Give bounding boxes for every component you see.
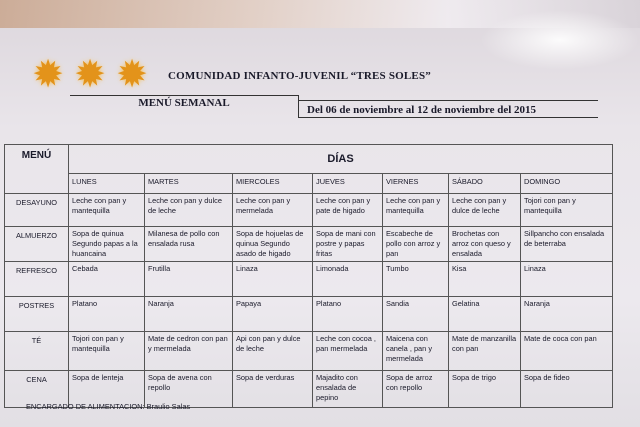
footer-credit: [26, 402, 190, 411]
menu-cell: Mate de coca con pan: [521, 332, 613, 371]
day-name: LUNES: [69, 174, 145, 194]
table-row: [5, 297, 613, 332]
menu-cell: Cebada: [69, 262, 145, 297]
meal-label: CENA: [5, 371, 69, 408]
menu-cell: Sopa de verduras: [233, 371, 313, 408]
meal-label: REFRESCO: [5, 262, 69, 297]
menu-cell: Leche con pan y dulce de leche: [145, 194, 233, 227]
organization-title: COMUNIDAD INFANTO-JUVENIL “TRES SOLES”: [168, 70, 431, 82]
day-name: SÁBADO: [449, 174, 521, 194]
menu-cell: Frutilla: [145, 262, 233, 297]
days-header: DÍAS: [69, 145, 613, 174]
menu-semanal-title: MENÚ SEMANAL: [70, 95, 299, 108]
menu-cell: Leche con pan y pate de higado: [313, 194, 383, 227]
menu-cell: Tojori con pan y mantequilla: [69, 332, 145, 371]
menu-cell: Linaza: [233, 262, 313, 297]
menu-cell: Sopa de trigo: [449, 371, 521, 408]
weekly-menu-table: [4, 144, 613, 408]
menu-header: MENÚ: [5, 145, 69, 194]
menu-cell: Api con pan y dulce de leche: [233, 332, 313, 371]
menu-cell: Mate de cedron con pan y mermelada: [145, 332, 233, 371]
menu-cell: Sandia: [383, 297, 449, 332]
menu-cell: Sillpancho con ensalada de beterraba: [521, 227, 613, 262]
menu-cell: Naranja: [145, 297, 233, 332]
light-glare: [480, 10, 640, 70]
meal-label: ALMUERZO: [5, 227, 69, 262]
menu-cell: Gelatina: [449, 297, 521, 332]
table-row: [5, 262, 613, 297]
menu-cell: Leche con pan y mermelada: [233, 194, 313, 227]
sun-icon: ✹: [116, 52, 148, 96]
menu-cell: Leche con cocoa , pan mermelada: [313, 332, 383, 371]
menu-cell: Majadito con ensalada de pepino: [313, 371, 383, 408]
sun-icon: ✹: [74, 52, 106, 96]
menu-cell: Leche con pan y dulce de leche: [449, 194, 521, 227]
menu-cell: Linaza: [521, 262, 613, 297]
day-name: DOMINGO: [521, 174, 613, 194]
menu-cell: Escabeche de pollo con arroz y pan: [383, 227, 449, 262]
day-name: VIERNES: [383, 174, 449, 194]
menu-cell: Sopa de quinua Segundo papas a la huancaina: [69, 227, 145, 262]
menu-cell: Leche con pan y mantequilla: [383, 194, 449, 227]
menu-cell: Sopa de mani con postre y papas fritas: [313, 227, 383, 262]
menu-cell: Tumbo: [383, 262, 449, 297]
footer-name: Braulio Salas: [146, 402, 191, 411]
sun-icon: ✹: [32, 52, 64, 96]
menu-cell: Tojori con pan y mantequilla: [521, 194, 613, 227]
menu-cell: Sopa de lenteja: [69, 371, 145, 408]
meal-label: DESAYUNO: [5, 194, 69, 227]
menu-cell: Sopa de hojuelas de quinua Segundo asado de higado: [233, 227, 313, 262]
day-names-row: [5, 174, 613, 194]
menu-cell: Milanesa de pollo con ensalada rusa: [145, 227, 233, 262]
menu-cell: Sopa de arroz con repollo: [383, 371, 449, 408]
meal-label: POSTRES: [5, 297, 69, 332]
meal-label: TÉ: [5, 332, 69, 371]
table-row: [5, 227, 613, 262]
menu-cell: Sopa de fideo: [521, 371, 613, 408]
menu-cell: Papaya: [233, 297, 313, 332]
menu-cell: Sopa de avena con repollo: [145, 371, 233, 408]
menu-cell: Leche con pan y mantequilla: [69, 194, 145, 227]
day-name: JUEVES: [313, 174, 383, 194]
footer-label: ENCARGADO DE ALIMENTACION:: [26, 402, 145, 411]
menu-cell: Platano: [313, 297, 383, 332]
table-row: [5, 332, 613, 371]
menu-cell: Limonada: [313, 262, 383, 297]
day-name: MIERCOLES: [233, 174, 313, 194]
day-name: MARTES: [145, 174, 233, 194]
menu-cell: Kisa: [449, 262, 521, 297]
menu-cell: Brochetas con arroz con queso y ensalada: [449, 227, 521, 262]
table-header-row: [5, 145, 613, 174]
menu-cell: Maicena con canela , pan y mermelada: [383, 332, 449, 371]
menu-cell: Platano: [69, 297, 145, 332]
menu-cell: Mate de manzanilla con pan: [449, 332, 521, 371]
table-row: [5, 194, 613, 227]
menu-cell: Naranja: [521, 297, 613, 332]
week-range: Del 06 de noviembre al 12 de noviembre del 2015: [298, 100, 598, 118]
